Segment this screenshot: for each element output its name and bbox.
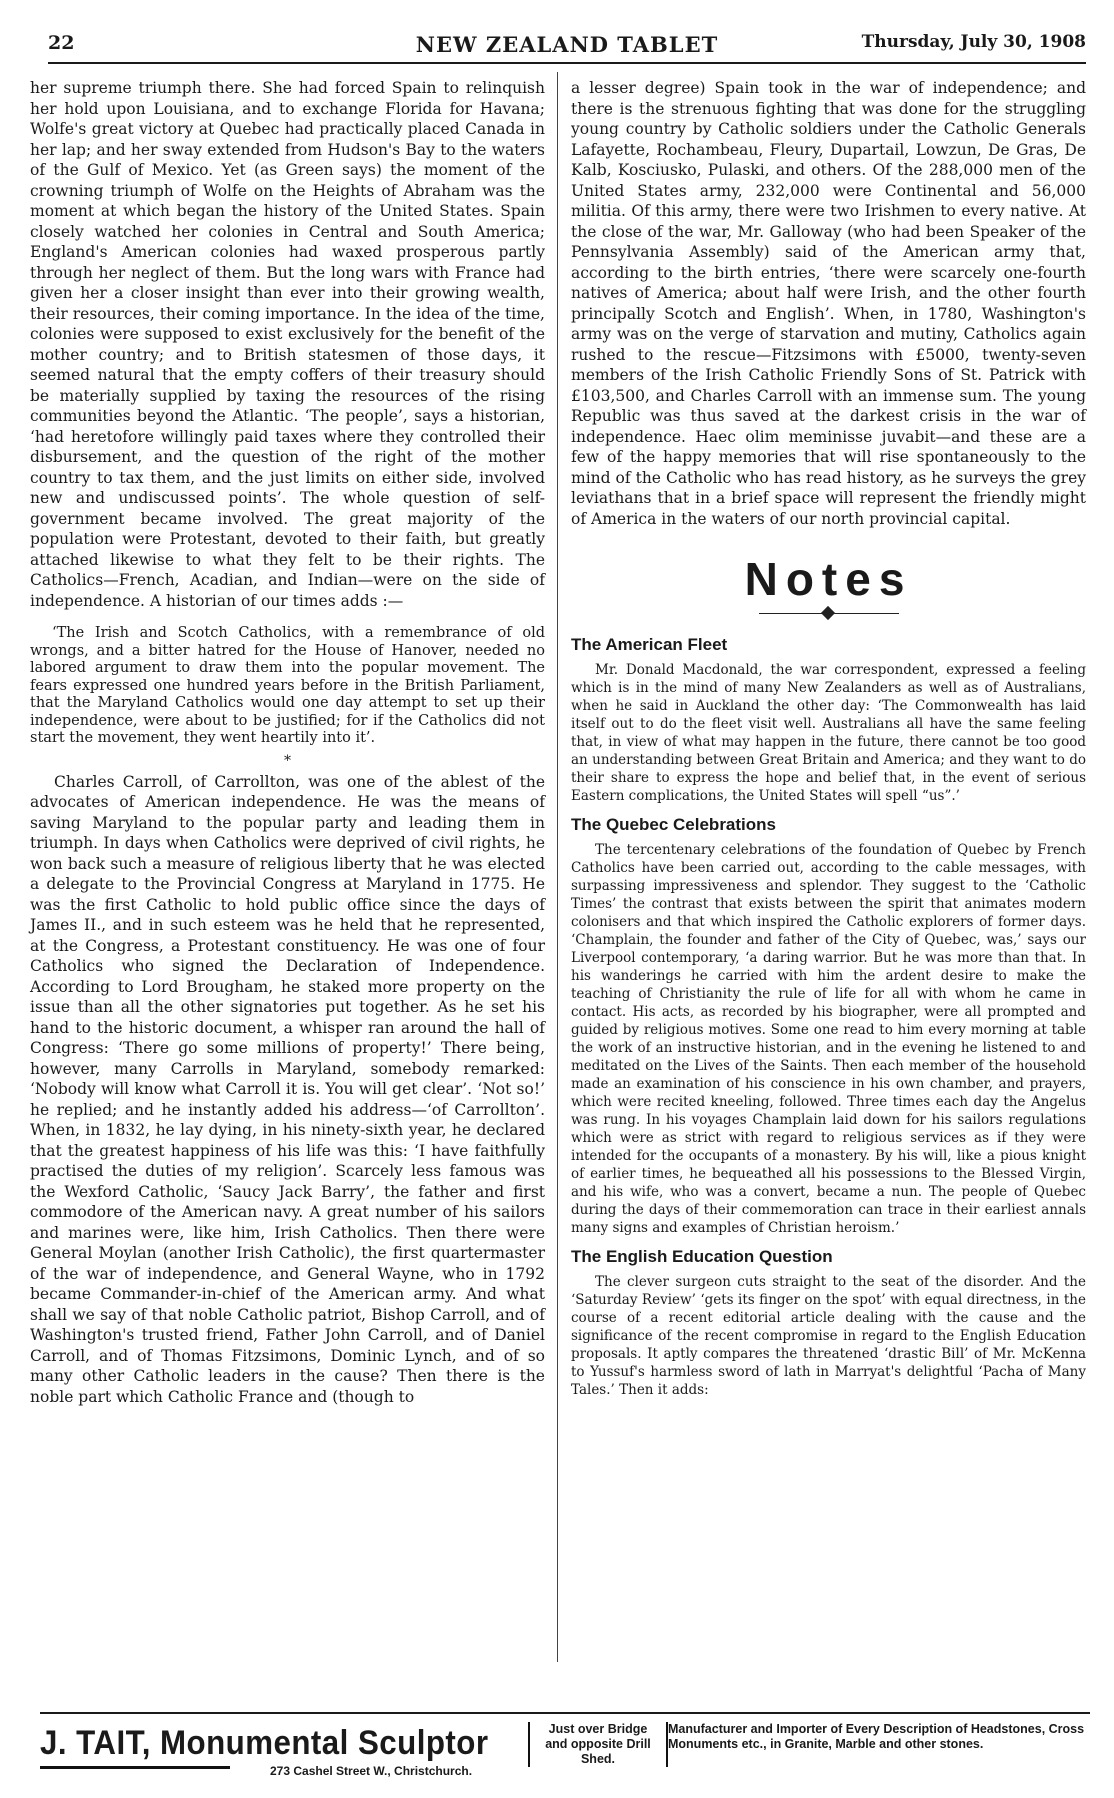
diamond-ornament [820,606,834,620]
note-heading: The English Education Question [571,1247,833,1266]
article-paragraph: Charles Carroll, of Carrollton, was one of the ablest of the advocates of American independence. He was the means of saving Maryland to the popular party and leading them in triumph. In days when Catholics were deprived of civil rights, he won back such a measure of religious liberty that he was elected a delegate to the Provincial Congress at Maryland in 1775. He was the first Catholic to hold public office since the days of James II., and in such esteem was he held that he represented, at the Congress, a Protestant constituency. He was one of four Catholics who signed the Declaration of Independence. According to Lord Brougham, he staked more property on the issue than all the other signatories put together. As he set his hand to the historic document, a whisper ran around the hall of Congress: ‘There go some millions of property!’ There being, however, many Carrolls in Maryland, somebody remarked: ‘Nobody will know what Carroll it is. You will get clear’. ‘Not so!’ he replied; and he instantly added his address—‘of Carrollton’. When, in 1832, he lay dying, in his ninety-sixth year, he declared that the greatest happiness of his life was this: ‘I have faithfully practised the duties of my religion’. Scarcely less famous was the Wexford Catholic, ‘Saucy Jack Barry’, the father and first commodore of the American navy. A great number of his sailors and marines were, like him, Irish Catholics. Then there were General Moylan (another Irish Catholic), the first quartermaster of the war of independence, and General Wayne, who in 1792 became Commander-in-chief of the American army. And what shall we say of that noble Catholic patriot, Bishop Carroll, and of Washington's trusted friend, Father John Carroll, and of Daniel Carroll, and of Thomas Fitzsimons, Dominic Lynch, and of so many other Catholic leaders in the cause? Then there is the noble part which Catholic France and (though to [30,772,545,1406]
advertiser-description: Manufacturer and Importer of Every Description of Headstones, Cross Monuments etc., in Granite, Marble and other stones. [668,1722,1085,1751]
issue-date: Thursday, July 30, 1908 [861,32,1086,52]
block-quote: ‘The Irish and Scotch Catholics, with a remembrance of old wrongs, and a bitter hatred for the House of Hanover, needed no labored argument to draw them into the popular movement. The fears expressed one hundred years before in the British Parliament, that the Maryland Catholics would one day attempt to set up their independence, were about to be justified; for if the Catholics did not start the movement, they went heartily into it’. [30,625,545,746]
advertiser-name: J. TAIT, Monumental Sculptor [40,1724,489,1762]
advertiser-location: Just over Bridge and opposite Drill Shed. [528,1722,668,1767]
advertiser-address: 273 Cashel Street W., Christchurch. [270,1764,473,1778]
note-section [571,815,1086,1237]
section-separator: * [284,752,291,769]
ornamental-rule [759,607,899,621]
note-body: The tercentenary celebrations of the foundation of Quebec by French Catholics have been carried out, according to the cable messages, with surpassing impressiveness and splendor. They suggest to the ‘Catholic Times’ the contrast that exists between the spirit that animates modern colonisers and that which inspired the Catholic explorers of former days. ‘Champlain, the founder and father of the City of Quebec, was,’ says our Liverpool contemporary, ‘a daring warrior. But he was more than that. In his wanderings he carried with him the ardent desire to make the teaching of Christianity the rule of life for all with whom he came in contact. His acts, as recorded by his biographer, were all prompted and guided by religious motives. Some one read to him every morning at table the work of an instructive historian, and in the evening he listened to and meditated on the Lives of the Saints. Then each member of the household made an examination of his conscience in his own chamber, and prayers, which were recited kneeling, followed. Three times each day the Angelus was rung. In his voyages Champlain laid down for his sailors regulations which were as strict with regard to religious services as if they were intended for the occupants of a monastery. By his will, like a pious knight of earlier times, he bequeathed all his possessions to the Blessed Virgin, and his wife, who was a convert, became a nun. The people of Quebec during the days of their commemoration can trace in their earliest annals many signs and examples of Christian heroism.’ [571,842,1086,1236]
article-paragraph: her supreme triumph there. She had forced Spain to relinquish her hold upon Louisiana, and to exchange Florida for Havana; Wolfe's great victory at Quebec had practically placed Canada in her lap; and her sway extended from Hudson's Bay to the waters of the Gulf of Mexico. Yet (as Green says) the moment of the crowning triumph of Wolfe on the Heights of Abraham was the moment at which began the history of the United States. Spain closely watched her colonies in Central and South America; England's American colonies had waxed prosperous partly through her neglect of them. But the long wars with France had given her a closer insight than ever into their growing wealth, their resources, their coming importance. In the idea of the time, colonies were supposed to exist exclusively for the benefit of the mother country; and to British statesmen of those days, it seemed natural that the empty coffers of their treasury should be materially supplied by taxing the resources of the rising communities beyond the Atlantic. ‘The people’, says a historian, ‘had heretofore willingly paid taxes where they controlled their disbursement, and the question of the right of the mother country to tax them, and the just limits on either side, involved new and undiscussed points’. The whole question of self-government became involved. The great majority of the population were Protestant, devoted to their faith, but greatly attached likewise to what they felt to be their rights. The Catholics—French, Acadian, and Indian—were on the side of independence. A historian of our times adds :— [30,79,545,610]
note-section [571,635,1086,805]
publication-title: NEW ZEALAND TABLET [415,32,719,57]
note-body: The clever surgeon cuts straight to the seat of the disorder. And the ‘Saturday Review’ ‘gets its finger on the spot’ with equal directness, in the course of a recent editorial article dealing with the cause and the significance of the recent compromise in regard to the English Education proposals. It aptly compares the threatened ‘drastic Bill’ of Mr. McKenna to Yussuf's harmless sword of lath in Marryat's delightful ‘Pacha of Many Tales.’ Then it adds: [571,1274,1086,1398]
advertisement-banner [40,1712,1090,1784]
advertiser-underline [40,1766,230,1769]
note-body: Mr. Donald Macdonald, the war correspondent, expressed a feeling which is in the mind of many New Zealanders as well as of Australians, when he said in Auckland the other day: ‘The Commonwealth has laid itself out to do the fleet visit well. Australians all have the same feeling that, in view of what may happen in the future, there cannot be too good an understanding between Great Britain and America; and they want to do their share to express the hope and belief that, in the event of serious Eastern complications, the United States will spell “us”.’ [571,662,1086,804]
column-divider [557,72,558,1662]
note-section [571,1247,1086,1399]
right-column [571,78,1086,1399]
page-number: 22 [48,32,75,54]
note-heading: The Quebec Celebrations [571,815,776,834]
article-paragraph: a lesser degree) Spain took in the war of independence; and there is the strenuous fighting that was done for the struggling young country by Catholic soldiers under the Catholic Generals Lafayette, Rochambeau, Fleury, Dupartail, Lowzun, De Gras, De Kalb, Kosciusko, Pulaski, and others. Of the 288,000 men of the United States army, 232,000 were Continental and 56,000 militia. Of this army, there were two Irishmen to every native. At the close of the war, Mr. Galloway (who had been Speaker of the Pennsylvania Assembly) said of the American army that, according to the birth entries, ‘there were scarcely one-fourth natives of America; about half were Irish, and the other fourth principally Scotch and English’. When, in 1780, Washington's army was on the verge of starvation and mutiny, Catholics again rushed to the rescue—Fitzsimons with £5000, twenty-seven members of the Irish Catholic Friendly Sons of St. Patrick with £103,500, and Charles Carroll with an immense sum. The young Republic was thus saved at the darkest crisis in the war of independence. Haec olim meminisse juvabit—and these are a few of the happy memories that will rise spontaneously to the mind of the Catholic who has read history, as he surveys the grey leviathans that in a brief space will represent the friendly might of America in the waters of our north provincial capital. [571,79,1086,528]
left-column [30,78,545,1407]
notes-heading: Notes [744,553,913,605]
note-heading: The American Fleet [571,635,728,654]
page-header [48,28,1086,64]
